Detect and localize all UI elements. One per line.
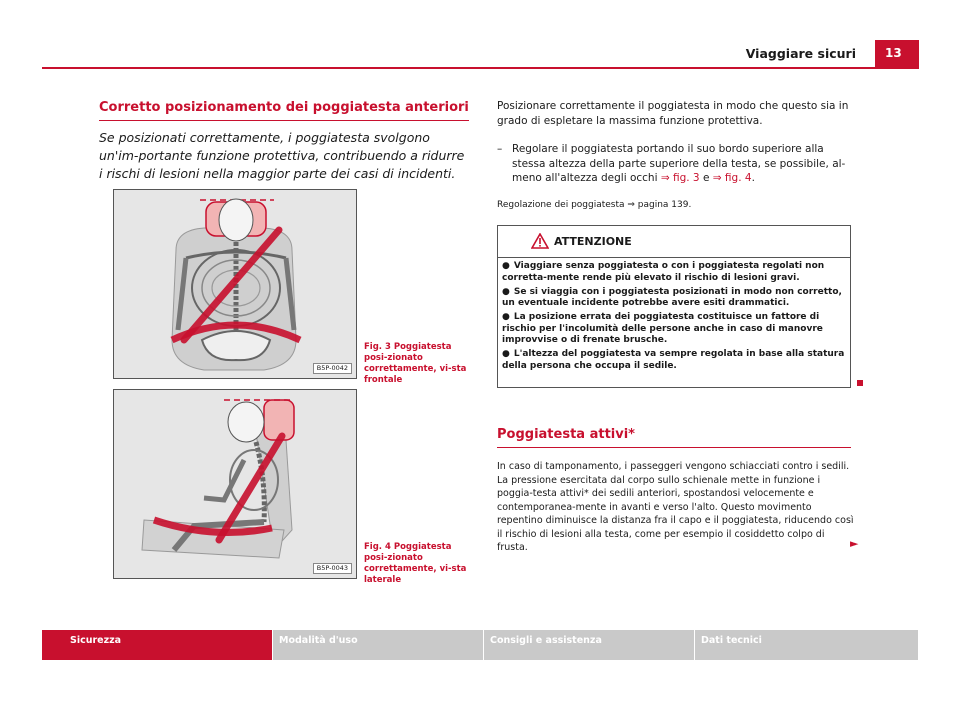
fig-4-link[interactable]: ⇒ fig. 4 (712, 172, 752, 184)
instruction-and: e (702, 172, 710, 184)
figure-caption-3: Fig. 3 Poggiatesta posi-zionato correttamente, vi-sta frontale (364, 342, 467, 385)
warning-item-text: Viaggiare senza poggiatesta o con i poggiatesta regolati non corretta-mente rende più elevato il rischio di lesioni gravi. (502, 261, 825, 283)
warning-item: ● Se si viaggia con i poggiatesta posizionati in modo non corretto, un eventuale incidente potrebbe avere esiti drammatici. (502, 286, 842, 308)
warning-header (498, 226, 850, 258)
section-end-marker (857, 380, 863, 386)
bullet-dash: – (497, 143, 503, 155)
warning-title: ATTENZIONE (554, 235, 632, 248)
warning-item: ● Viaggiare senza poggiatesta o con i poggiatesta regolati non corretta-mente rende più elevato il rischio di lesioni gravi. (502, 261, 825, 283)
section-title: Corretto posizionamento dei poggiatesta anteriori (99, 100, 469, 121)
header-rule (42, 67, 919, 69)
running-header-title: Viaggiare sicuri (745, 46, 856, 61)
figure-front-view (113, 189, 357, 379)
tab-sicurezza[interactable]: Sicurezza (42, 630, 272, 660)
tab-consigli-assistenza[interactable]: Consigli e assistenza (484, 630, 694, 660)
instruction-item (497, 142, 857, 186)
instruction-body: Regolare il poggiatesta portando il suo bordo superiore alla stessa altezza della parte superiore della testa, se possibile, al-meno all'altezza degli occhi (512, 143, 846, 184)
skeleton-side-illustration (114, 390, 356, 578)
skeleton-front-illustration (114, 190, 356, 378)
figure-side-view (113, 389, 357, 579)
warning-box (497, 225, 851, 388)
intro-paragraph: Se posizionati correttamente, i poggiatesta svolgono un'im-portante funzione protettiva, contribuendo a ridurre i rischi di lesioni nella maggior parte dei casi di incidenti. (99, 130, 465, 181)
continue-arrow-icon: ► (850, 537, 859, 550)
warning-list (498, 258, 850, 372)
paragraph-position: Posizionare correttamente il poggiatesta in modo che questo sia in grado di espletare la massima funzione protettiva. (497, 100, 849, 127)
cross-reference[interactable]: Regolazione dei poggiatesta ⇒ pagina 139. (497, 200, 692, 210)
warning-item-text: L'altezza del poggiatesta va sempre regolata in base alla statura della persona che occupa il sedile. (502, 349, 845, 371)
paragraph-active-headrest: In caso di tamponamento, i passeggeri vengono schiacciati contro i sedili. La pressione esercitata dal corpo sullo schienale mette in funzione i poggia-testa attivi* dei sedili anteriori, spostandosi velocemente e contemporanea-mente in avanti e verso l'alto. Questo movimento repentino diminuisce la distanza fra il capo e il poggiatesta, riducendo così il rischio di lesioni alla testa, come per esempio il cosiddetto colpo di frusta. (497, 461, 854, 553)
instruction-text (512, 142, 857, 186)
instruction-end: . (751, 172, 755, 184)
tab-modalita-uso[interactable]: Modalità d'uso (273, 630, 483, 660)
figure-code: B5P-0043 (313, 563, 352, 574)
warning-item-text: Se si viaggia con i poggiatesta posizionati in modo non corretto, un eventuale incidente potrebbe avere esiti drammatici. (502, 286, 842, 308)
warning-triangle-icon (531, 233, 549, 249)
footer-tabs (42, 630, 919, 660)
warning-item: ● La posizione errata dei poggiatesta costituisce un fattore di rischio per l'incolumità delle persone anche in caso di manovre improvvise o di frenate brusche. (502, 312, 823, 345)
figure-caption-4: Fig. 4 Poggiatesta posi-zionato correttamente, vi-sta laterale (364, 542, 467, 585)
page-number: 13 (875, 40, 919, 67)
warning-item-text: La posizione errata dei poggiatesta costituisce un fattore di rischio per l'incolumità delle persone anche in caso di manovre improvvise o di frenate brusche. (502, 312, 823, 345)
section-title-active-headrest: Poggiatesta attivi* (497, 427, 851, 448)
tab-dati-tecnici[interactable]: Dati tecnici (695, 630, 918, 660)
fig-3-link[interactable]: ⇒ fig. 3 (660, 172, 700, 184)
figure-code: B5P-0042 (313, 363, 352, 374)
warning-item: ● L'altezza del poggiatesta va sempre regolata in base alla statura della persona che occupa il sedile. (502, 349, 845, 371)
